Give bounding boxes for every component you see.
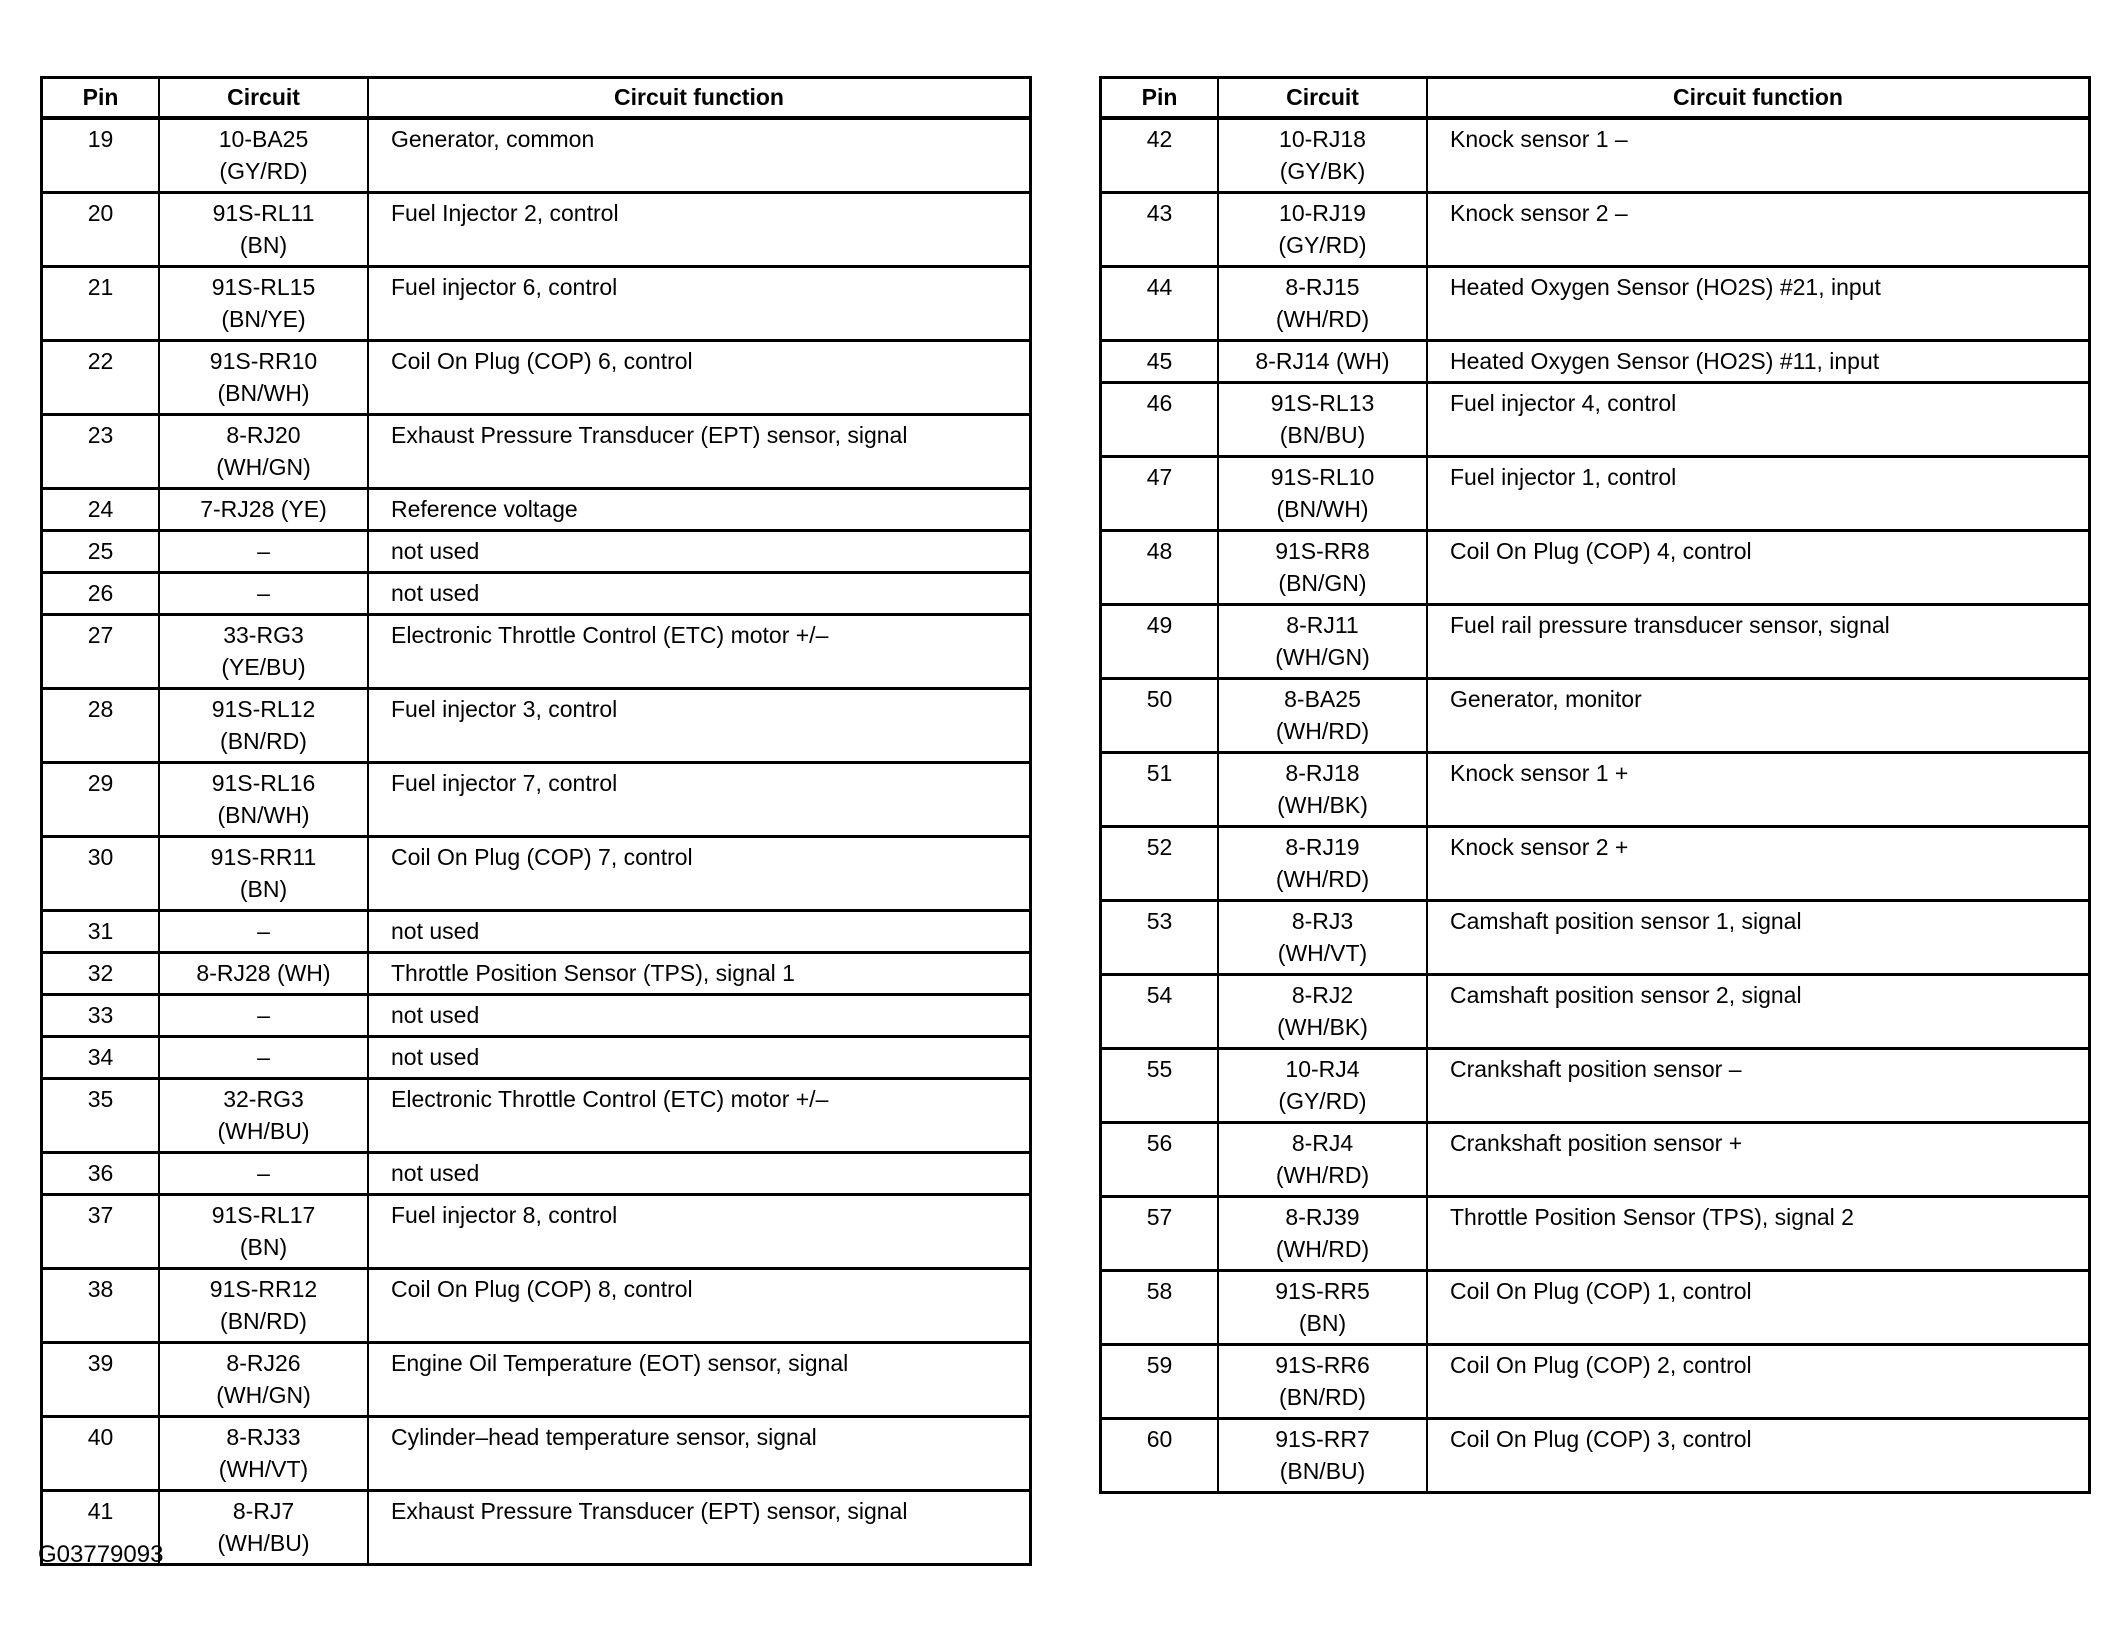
table-row [42,192,1031,266]
circuit-function-cell: not used [368,1036,1031,1078]
circuit-code: 7-RJ28 (YE) [200,495,327,522]
circuit-function-cell: Electronic Throttle Control (ETC) motor +/– [368,1078,1031,1152]
pin-cell: 52 [1101,826,1219,900]
circuit-code: 91S-RL16 [211,769,316,796]
wire-color: (BN/BU) [1279,1457,1366,1484]
circuit-cell [159,836,368,910]
circuit-cell [1218,530,1427,604]
circuit-code: 10-BA25 [218,125,309,152]
wire-color: (WH/GN) [216,453,311,480]
circuit-function-cell: not used [368,1152,1031,1194]
circuit-cell [159,688,368,762]
wire-color: (WH/BU) [217,1529,310,1556]
wire-color: (WH/GN) [216,1381,311,1408]
circuit-code: 33-RG3 [223,621,304,648]
wire-color: (YE/BU) [221,653,306,680]
circuit-function-cell: Coil On Plug (COP) 6, control [368,340,1031,414]
circuit-cell [159,1490,368,1564]
circuit-code: 91S-RR10 [209,347,318,374]
pin-cell: 21 [42,266,160,340]
circuit-function-cell: Knock sensor 1 – [1427,118,2090,193]
pin-cell: 48 [1101,530,1219,604]
pin-table-left-body [42,118,1031,1565]
table-row [42,762,1031,836]
circuit-cell [159,1194,368,1268]
circuit-cell [159,614,368,688]
table-row [42,1268,1031,1342]
circuit-code: 91S-RR11 [210,843,317,870]
table-row [42,952,1031,994]
circuit-cell [1218,266,1427,340]
circuit-function-cell: not used [368,530,1031,572]
table-row [1101,192,2090,266]
circuit-function-cell: Generator, common [368,118,1031,193]
table-row [42,1490,1031,1564]
circuit-function-cell: Exhaust Pressure Transducer (EPT) sensor, signal [368,414,1031,488]
circuit-cell [1218,456,1427,530]
wire-color: (WH/RD) [1275,305,1370,332]
circuit-code: 91S-RL10 [1270,463,1375,490]
pin-cell: 38 [42,1268,160,1342]
pin-cell: 34 [42,1036,160,1078]
pin-cell: 37 [42,1194,160,1268]
wire-color: (WH/RD) [1275,1161,1370,1188]
wire-color: (BN) [239,1233,288,1260]
pin-table-right [1099,76,2091,1494]
circuit-code: 8-RJ4 [1291,1129,1354,1156]
circuit-cell [1218,340,1427,382]
table-row [1101,900,2090,974]
pin-cell: 41 [42,1490,160,1564]
circuit-function-cell: Coil On Plug (COP) 7, control [368,836,1031,910]
table-row [1101,752,2090,826]
wire-color: (GY/BK) [1279,157,1366,184]
circuit-cell [1218,1122,1427,1196]
table-row [1101,826,2090,900]
circuit-function-cell: Fuel injector 1, control [1427,456,2090,530]
wire-color: (WH/BK) [1277,791,1368,818]
circuit-cell [1218,1418,1427,1492]
circuit-function-cell: Fuel injector 7, control [368,762,1031,836]
pin-cell: 54 [1101,974,1219,1048]
wire-color: (BN/WH) [1276,495,1369,522]
table-row [42,994,1031,1036]
circuit-cell [159,118,368,193]
circuit-code: 10-RJ4 [1285,1055,1360,1082]
circuit-code: 8-RJ20 [226,421,301,448]
circuit-function-cell: not used [368,910,1031,952]
circuit-cell [159,1416,368,1490]
pin-cell: 44 [1101,266,1219,340]
circuit-cell [159,530,368,572]
circuit-cell [159,488,368,530]
pin-cell: 22 [42,340,160,414]
table-row [42,1342,1031,1416]
wire-color: (BN/BU) [1279,421,1366,448]
circuit-function-cell: Exhaust Pressure Transducer (EPT) sensor, signal [368,1490,1031,1564]
pin-cell: 50 [1101,678,1219,752]
wire-color: (GY/RD) [1278,1087,1367,1114]
pin-cell: 33 [42,994,160,1036]
circuit-code: 91S-RR5 [1275,1277,1370,1304]
pin-cell: 24 [42,488,160,530]
circuit-cell [159,414,368,488]
circuit-cell [1218,118,1427,193]
table-row [42,1416,1031,1490]
table-row [1101,1270,2090,1344]
header-circuit-function: Circuit function [1427,78,2090,118]
table-row [42,1078,1031,1152]
circuit-function-cell: Heated Oxygen Sensor (HO2S) #11, input [1427,340,2090,382]
table-row [42,118,1031,193]
wire-color: (BN) [239,231,288,258]
wire-color: (WH/VT) [218,1455,309,1482]
wire-color: (BN/RD) [220,727,307,754]
circuit-cell [1218,974,1427,1048]
circuit-cell [159,1152,368,1194]
circuit-cell [1218,900,1427,974]
table-row [1101,1196,2090,1270]
circuit-code: 8-RJ2 [1291,981,1354,1008]
wire-color: (GY/RD) [1278,231,1367,258]
wire-color: (BN/WH) [217,801,310,828]
circuit-function-cell: Coil On Plug (COP) 8, control [368,1268,1031,1342]
table-row [1101,266,2090,340]
wire-color: (BN) [1298,1309,1347,1336]
pin-cell: 47 [1101,456,1219,530]
table-row [42,488,1031,530]
circuit-function-cell: Engine Oil Temperature (EOT) sensor, signal [368,1342,1031,1416]
pin-cell: 43 [1101,192,1219,266]
table-row [1101,604,2090,678]
circuit-function-cell: Knock sensor 2 – [1427,192,2090,266]
circuit-cell [1218,1270,1427,1344]
circuit-cell [1218,1196,1427,1270]
circuit-cell [1218,752,1427,826]
circuit-code: 91S-RL13 [1270,389,1375,416]
pin-cell: 29 [42,762,160,836]
circuit-function-cell: Throttle Position Sensor (TPS), signal 2 [1427,1196,2090,1270]
wire-color: (WH/RD) [1275,865,1370,892]
figure-id: G03779093 [38,1541,164,1568]
circuit-cell [159,266,368,340]
wire-color: (BN/RD) [1279,1383,1366,1410]
circuit-code: – [257,1159,270,1186]
circuit-cell [1218,1344,1427,1418]
circuit-cell [159,340,368,414]
pin-cell: 20 [42,192,160,266]
table-row [1101,382,2090,456]
circuit-cell [159,910,368,952]
wire-color: (WH/GN) [1275,643,1370,670]
pin-cell: 55 [1101,1048,1219,1122]
circuit-function-cell: Coil On Plug (COP) 2, control [1427,1344,2090,1418]
circuit-function-cell: Generator, monitor [1427,678,2090,752]
circuit-code: 10-RJ19 [1279,199,1366,226]
circuit-function-cell: Electronic Throttle Control (ETC) motor +/– [368,614,1031,688]
circuit-cell [1218,382,1427,456]
pin-cell: 35 [42,1078,160,1152]
circuit-function-cell: Throttle Position Sensor (TPS), signal 1 [368,952,1031,994]
pin-cell: 30 [42,836,160,910]
circuit-cell [159,1342,368,1416]
pin-cell: 36 [42,1152,160,1194]
table-row [42,614,1031,688]
circuit-function-cell: Fuel injector 6, control [368,266,1031,340]
wire-color: (BN/RD) [220,1307,307,1334]
circuit-code: – [257,579,270,606]
table-row [1101,456,2090,530]
pin-cell: 42 [1101,118,1219,193]
header-circuit: Circuit [159,78,368,118]
circuit-function-cell: Heated Oxygen Sensor (HO2S) #21, input [1427,266,2090,340]
circuit-code: 8-BA25 [1284,685,1361,712]
wire-color: (GY/RD) [219,157,308,184]
circuit-cell [159,952,368,994]
circuit-code: – [257,537,270,564]
pin-cell: 53 [1101,900,1219,974]
circuit-code: 8-RJ3 [1291,907,1354,934]
circuit-code: 91S-RL11 [212,199,315,226]
table-row [1101,118,2090,193]
table-row [1101,1418,2090,1492]
pin-cell: 26 [42,572,160,614]
pin-cell: 19 [42,118,160,193]
header-pin: Pin [42,78,160,118]
circuit-code: 91S-RR7 [1275,1425,1370,1452]
pin-table-left [40,76,1032,1566]
wire-color: (WH/RD) [1275,717,1370,744]
circuit-code: 8-RJ39 [1285,1203,1360,1230]
wire-color: (BN/YE) [221,305,306,332]
circuit-function-cell: Fuel injector 4, control [1427,382,2090,456]
circuit-code: 91S-RR8 [1275,537,1370,564]
circuit-code: 32-RG3 [223,1085,304,1112]
circuit-cell [159,1268,368,1342]
circuit-code: 8-RJ19 [1285,833,1360,860]
pin-cell: 46 [1101,382,1219,456]
wire-color: (WH/BK) [1277,1013,1368,1040]
circuit-code: 8-RJ33 [226,1423,301,1450]
pin-cell: 60 [1101,1418,1219,1492]
table-row [42,1194,1031,1268]
pin-cell: 25 [42,530,160,572]
pin-cell: 27 [42,614,160,688]
circuit-cell [159,762,368,836]
table-row [42,414,1031,488]
circuit-code: – [257,1043,270,1070]
pin-cell: 49 [1101,604,1219,678]
pin-cell: 58 [1101,1270,1219,1344]
table-row [1101,974,2090,1048]
circuit-code: 8-RJ7 [232,1497,295,1524]
circuit-code: 91S-RR6 [1275,1351,1370,1378]
circuit-function-cell: Crankshaft position sensor + [1427,1122,2090,1196]
circuit-function-cell: Fuel injector 3, control [368,688,1031,762]
table-row [42,266,1031,340]
wire-color: (BN/WH) [217,379,310,406]
circuit-cell [159,192,368,266]
table-row [1101,1048,2090,1122]
table-row [1101,678,2090,752]
pin-cell: 45 [1101,340,1219,382]
circuit-code: 8-RJ28 (WH) [196,959,331,986]
circuit-code: 91S-RL17 [211,1201,316,1228]
table-row [1101,1122,2090,1196]
table-row [42,1152,1031,1194]
wire-color: (WH/RD) [1275,1235,1370,1262]
table-row [42,910,1031,952]
circuit-code: 10-RJ18 [1279,125,1366,152]
pin-cell: 28 [42,688,160,762]
circuit-function-cell: Coil On Plug (COP) 3, control [1427,1418,2090,1492]
circuit-code: 91S-RL15 [211,273,316,300]
circuit-cell [1218,826,1427,900]
pin-cell: 40 [42,1416,160,1490]
header-row [1101,78,2090,118]
table-row [42,836,1031,910]
table-row [42,1036,1031,1078]
circuit-cell [1218,1048,1427,1122]
table-row [1101,340,2090,382]
circuit-code: 91S-RR12 [209,1275,318,1302]
circuit-function-cell: not used [368,994,1031,1036]
pin-table-right-body [1101,118,2090,1493]
table-row [42,340,1031,414]
circuit-function-cell: Coil On Plug (COP) 1, control [1427,1270,2090,1344]
circuit-cell [159,1036,368,1078]
pin-cell: 31 [42,910,160,952]
circuit-code: – [257,1001,270,1028]
header-circuit: Circuit [1218,78,1427,118]
pin-cell: 51 [1101,752,1219,826]
wire-color: (WH/VT) [1277,939,1368,966]
circuit-function-cell: not used [368,572,1031,614]
table-row [42,572,1031,614]
table-row [1101,530,2090,604]
circuit-code: 8-RJ11 [1286,611,1359,638]
wire-color: (BN) [239,875,288,902]
wire-color: (BN/GN) [1278,569,1367,596]
circuit-cell [159,1078,368,1152]
circuit-function-cell: Knock sensor 2 + [1427,826,2090,900]
pin-cell: 23 [42,414,160,488]
pin-cell: 32 [42,952,160,994]
circuit-function-cell: Crankshaft position sensor – [1427,1048,2090,1122]
circuit-function-cell: Camshaft position sensor 1, signal [1427,900,2090,974]
circuit-function-cell: Coil On Plug (COP) 4, control [1427,530,2090,604]
header-circuit-function: Circuit function [368,78,1031,118]
table-row [42,688,1031,762]
circuit-cell [1218,192,1427,266]
pin-cell: 59 [1101,1344,1219,1418]
header-pin: Pin [1101,78,1219,118]
circuit-code: – [257,917,270,944]
pin-cell: 39 [42,1342,160,1416]
circuit-code: 8-RJ18 [1285,759,1360,786]
circuit-function-cell: Fuel Injector 2, control [368,192,1031,266]
circuit-code: 8-RJ26 [226,1349,301,1376]
circuit-cell [159,572,368,614]
circuit-function-cell: Cylinder–head temperature sensor, signal [368,1416,1031,1490]
pin-cell: 56 [1101,1122,1219,1196]
circuit-function-cell: Knock sensor 1 + [1427,752,2090,826]
table-row [42,530,1031,572]
wire-color: (WH/BU) [217,1117,310,1144]
circuit-cell [159,994,368,1036]
circuit-cell [1218,604,1427,678]
circuit-code: 91S-RL12 [211,695,316,722]
circuit-code: 8-RJ15 [1285,273,1360,300]
header-row [42,78,1031,118]
circuit-function-cell: Fuel injector 8, control [368,1194,1031,1268]
circuit-function-cell: Fuel rail pressure transducer sensor, signal [1427,604,2090,678]
table-row [1101,1344,2090,1418]
circuit-cell [1218,678,1427,752]
pin-cell: 57 [1101,1196,1219,1270]
circuit-code: 8-RJ14 (WH) [1255,347,1390,374]
circuit-function-cell: Reference voltage [368,488,1031,530]
circuit-function-cell: Camshaft position sensor 2, signal [1427,974,2090,1048]
